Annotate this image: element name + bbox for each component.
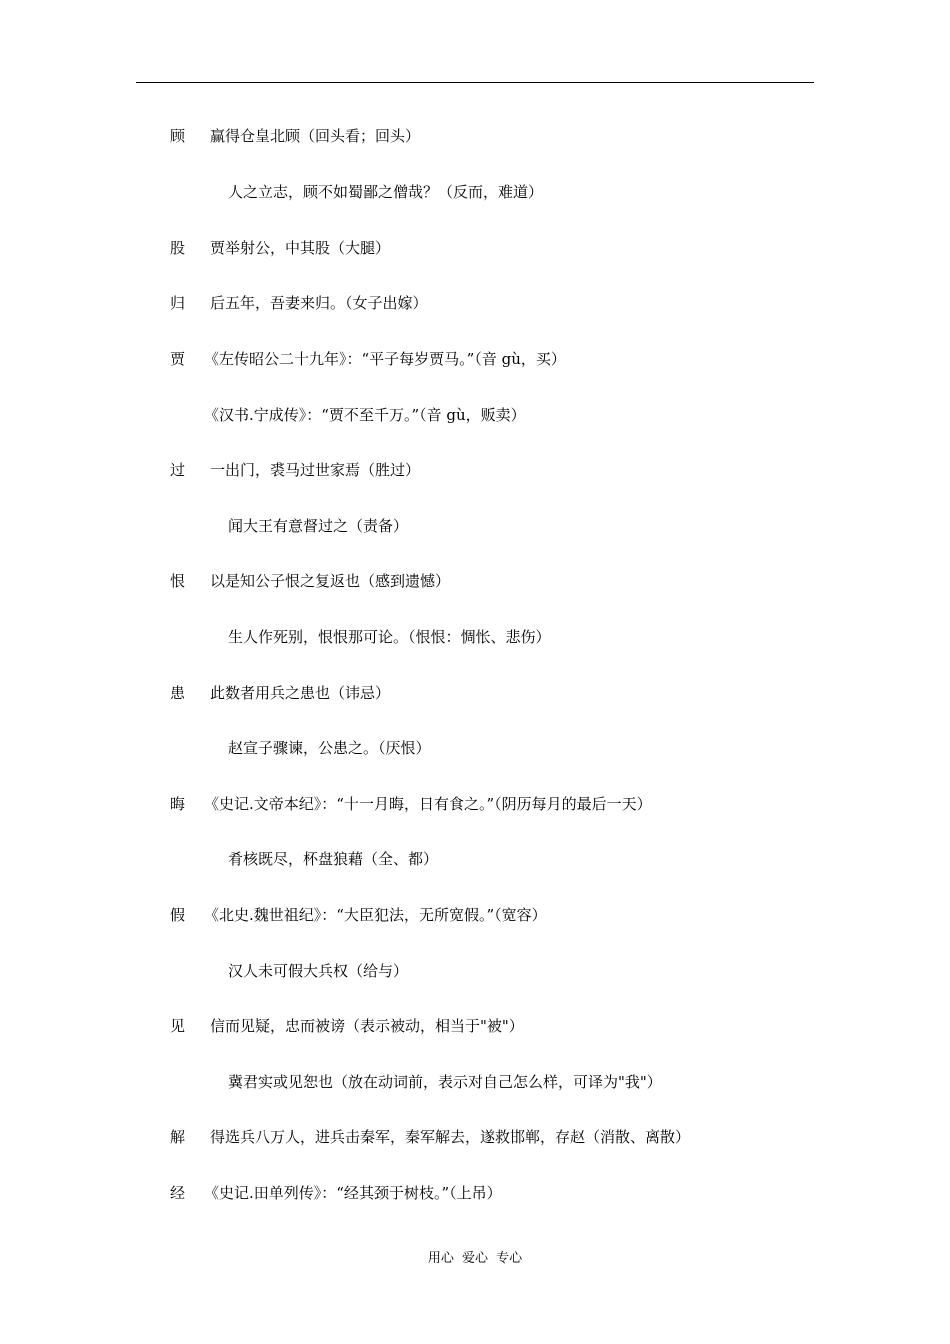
entry-text: 肴核既尽，杯盘狼藉（全、都） [228,850,439,868]
entry-line [228,1072,662,1092]
entry-line [228,738,431,758]
entry-text: 生人作死别，恨恨那可论。（恨恨：惆怅、悲伤） [228,628,551,646]
page-footer: 用心 爱心 专心 [427,1251,523,1266]
entry-text: 闻大王有意督过之（责备） [228,517,409,535]
entry-line [228,961,408,981]
entry-line [170,571,450,591]
entry-line [228,627,551,647]
entry-headword: 股 [170,239,186,257]
entry-line [170,683,390,703]
entry-headword: 解 [170,1128,186,1146]
entry-text: 《北史.魏世祖纪》：“大臣犯法，无所宽假。”（宽容） [204,906,547,924]
entry-headword: 贾 [170,350,186,368]
entry-text: 后五年，吾妻来归。（女子出嫁） [210,294,428,312]
entry-headword: 假 [170,906,186,924]
entry-line [170,1127,690,1147]
entry-text: 人之立志，顾不如蜀鄙之僧哉？（反而，难道） [228,183,544,201]
entry-text: 赢得仓皇北顾（回头看；回头） [210,127,421,145]
entry-line [170,293,428,313]
entry-line [170,349,566,369]
entry-text: 贾举射公，中其股（大腿） [210,239,391,257]
entry-headword: 患 [170,684,186,702]
entry-line [228,182,543,202]
entry-headword: 顾 [170,127,186,145]
entry-text: 一出门，裘马过世家焉（胜过） [210,461,421,479]
entry-text: 《史记.文帝本纪》：“十一月晦，日有食之。”（阴历每月的最后一天） [204,795,652,813]
entry-line [170,126,420,146]
entry-headword: 经 [170,1184,186,1202]
entry-headword: 见 [170,1017,186,1035]
entry-text: 此数者用兵之患也（讳忌） [210,684,391,702]
entry-headword: 归 [170,294,186,312]
entry-headword: 晦 [170,795,186,813]
entry-text: 得选兵八万人，进兵击秦军，秦军解去，遂救邯郸，存赵（消散、离散） [210,1128,691,1146]
entry-line [170,905,547,925]
entry-line [228,849,438,869]
entry-headword: 恨 [170,572,186,590]
entry-line [170,794,652,814]
entry-text: 《史记.田单列传》：“经其颈于树枝。”（上吊） [204,1184,502,1202]
entry-line [228,516,408,536]
entry-text: 《左传昭公二十九年》：“平子每岁贾马。”（音 gù，买） [204,350,566,368]
entry-text: 汉人未可假大兵权（给与） [228,962,409,980]
entry-line [170,238,390,258]
entry-text: 冀君实或见恕也（放在动词前，表示对自己怎么样，可译为"我"） [228,1073,662,1091]
entry-text: 赵宣子骤谏，公患之。（厌恨） [228,739,431,757]
entry-text: 《汉书.宁成传》：“贾不至千万。”（音 gù，贩卖） [204,406,526,424]
entry-line [170,460,420,480]
entry-text: 以是知公子恨之复返也（感到遗憾） [210,572,451,590]
header-rule [136,82,814,83]
entry-line [204,405,526,425]
entry-headword: 过 [170,461,186,479]
entry-text: 信而见疑，忠而被谤（表示被动，相当于"被"） [210,1017,524,1035]
entry-line [170,1016,524,1036]
entry-line [170,1183,502,1203]
